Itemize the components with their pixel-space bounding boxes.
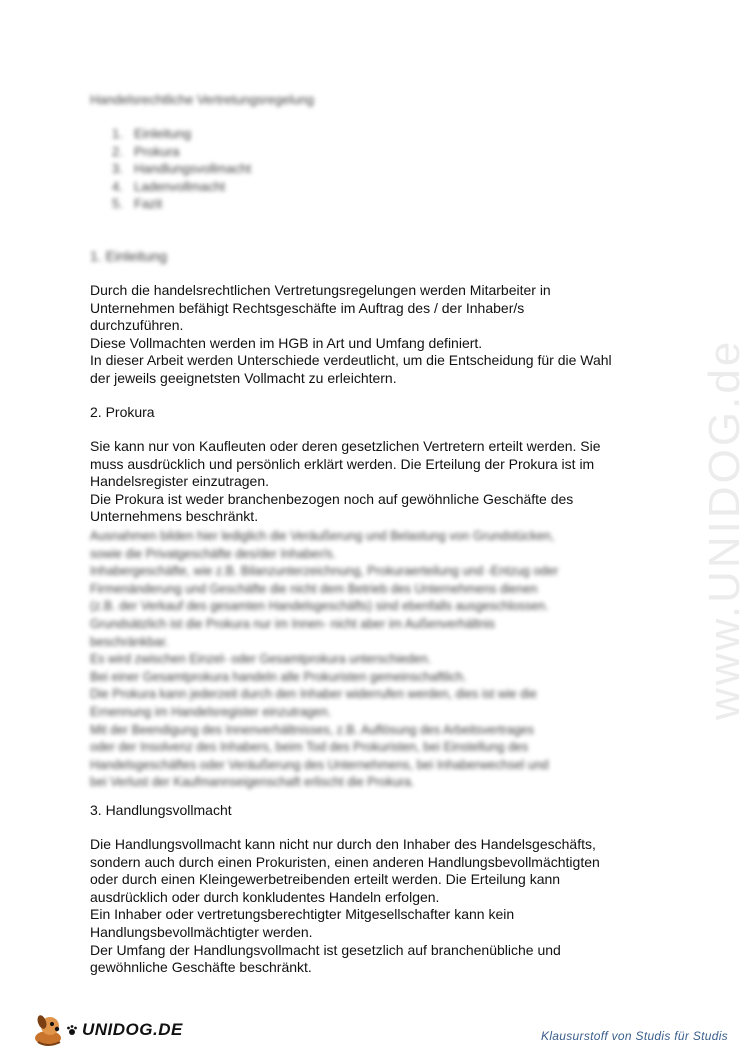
paragraph-line: Diese Vollmachten werden im HGB in Art und Umfang definiert. <box>90 334 483 351</box>
table-of-contents <box>112 125 251 213</box>
blurred-line: Firmenänderung und Geschäfte die nicht dem Betrieb des Unternehmens dienen <box>90 581 538 596</box>
paragraph-line: Sie kann nur von Kaufleuten oder deren gesetzlichen Vertretern erteilt werden. Sie <box>90 438 601 454</box>
section-1-heading: 1. Einleitung <box>90 248 168 264</box>
paragraph-line: sondern auch durch einen Prokuristen, einen anderen Handlungsbevollmächtigten <box>90 853 600 870</box>
section-2-blurred-body <box>90 528 660 792</box>
paragraph-line: Ein Inhaber oder vertretungsberechtigter Mitgesellschafter kann kein <box>90 906 515 923</box>
footer-tagline: Klausurstoff von Studis für Studis <box>541 1029 728 1043</box>
toc-item: 5. Fazit <box>112 196 163 211</box>
blurred-line: Es wird zwischen Einzel- oder Gesamtprokura unterschieden. <box>90 652 432 667</box>
dog-mascot-icon <box>30 1012 66 1048</box>
paragraph-line: gewöhnliche Geschäfte beschränkt. <box>90 959 312 976</box>
blurred-line: Ernennung im Handelsregister einzutragen. <box>90 704 332 719</box>
toc-item: 4. Ladenvollmacht <box>112 178 226 194</box>
paragraph-line: Die Handlungsvollmacht kann nicht nur durch den Inhaber des Handelsgeschäfts, <box>90 836 596 852</box>
blurred-line: sowie die Privatgeschäfte des/der Inhaber/s. <box>90 546 336 561</box>
paw-icon <box>66 1024 78 1036</box>
blurred-line: (z.B. der Verkauf des gesamten Handelsgeschäfts) sind ebenfalls ausgeschlossen. <box>90 599 549 614</box>
section-2-heading: 2. Prokura <box>90 404 155 420</box>
section-2-body <box>90 438 660 526</box>
blurred-line: beschränkbar. <box>90 634 169 649</box>
blurred-line: bei Verlust der Kaufmannseigenschaft erlischt die Prokura. <box>90 775 415 790</box>
paragraph-line: oder durch einen Kleingewerbetreibenden erteilt werden. Die Erteilung kann <box>90 871 561 888</box>
logo-text: UNIDOG.DE <box>82 1020 183 1039</box>
toc-item: 1. Einleitung <box>112 126 192 141</box>
paragraph-line: der jeweils geeignetsten Vollmacht zu erleichtern. <box>90 369 397 386</box>
blurred-line: Bei einer Gesamtprokura handeln alle Prokuristen gemeinschaftlich. <box>90 669 467 684</box>
toc-item: 2. Prokura <box>112 143 180 159</box>
blurred-line: Ausnahmen bilden hier lediglich die Veräußerung und Belastung von Grundstücken, <box>90 529 555 543</box>
document-title: Handelsrechtliche Vertretungsregelung <box>90 92 315 107</box>
paragraph-line: Die Prokura ist weder branchenbezogen noch auf gewöhnliche Geschäfte des <box>90 490 574 507</box>
blurred-line: oder der Insolvenz des Inhabers, beim Tod des Prokuristen, bei Einstellung des <box>90 740 529 755</box>
blurred-line: Handelsgeschäftes oder Veräußerung des Unternehmens, bei Inhaberwechsel und <box>90 757 549 772</box>
toc-item: 3. Handlungsvollmacht <box>112 161 252 176</box>
paragraph-line: Handelsregister einzutragen. <box>90 473 269 490</box>
blurred-line: Die Prokura kann jederzeit durch den Inhaber widerrufen werden, dies ist wie die <box>90 687 537 702</box>
section-1-body <box>90 282 660 388</box>
paragraph-line: Der Umfang der Handlungsvollmacht ist gesetzlich auf branchenübliche und <box>90 941 561 958</box>
section-3-heading: 3. Handlungsvollmacht <box>90 802 232 818</box>
blurred-line: Grundsätzlich ist die Prokura nur im Innen- nicht aber im Außenverhältnis <box>90 616 496 631</box>
paragraph-line: Unternehmen befähigt Rechtsgeschäfte im Auftrag des / der Inhaber/s <box>90 299 525 316</box>
paragraph-line: Unternehmens beschränkt. <box>90 508 259 525</box>
blurred-line: Inhabergeschäfte, wie z.B. Bilanzunterzeichnung, Prokuraerteilung und -Entzug oder <box>90 564 559 579</box>
unidog-logo[interactable] <box>30 1012 183 1048</box>
paragraph-line: ausdrücklich oder durch konkludentes Handeln erfolgen. <box>90 888 440 905</box>
paragraph-line: In dieser Arbeit werden Unterschiede verdeutlicht, um die Entscheidung für die Wahl <box>90 352 612 369</box>
blurred-line: Mit der Beendigung des Innenverhältnisses, z.B. Auflösung des Arbeitsvertrages <box>90 722 535 737</box>
paragraph-line: Durch die handelsrechtlichen Vertretungsregelungen werden Mitarbeiter in <box>90 282 551 298</box>
section-3-body <box>90 836 660 977</box>
paragraph-line: durchzuführen. <box>90 317 184 334</box>
watermark: www.UNIDOG.de <box>700 338 749 720</box>
paragraph-line: muss ausdrücklich und persönlich erklärt werden. Die Erteilung der Prokura ist im <box>90 455 595 472</box>
paragraph-line: Handlungsbevollmächtigter werden. <box>90 923 313 940</box>
